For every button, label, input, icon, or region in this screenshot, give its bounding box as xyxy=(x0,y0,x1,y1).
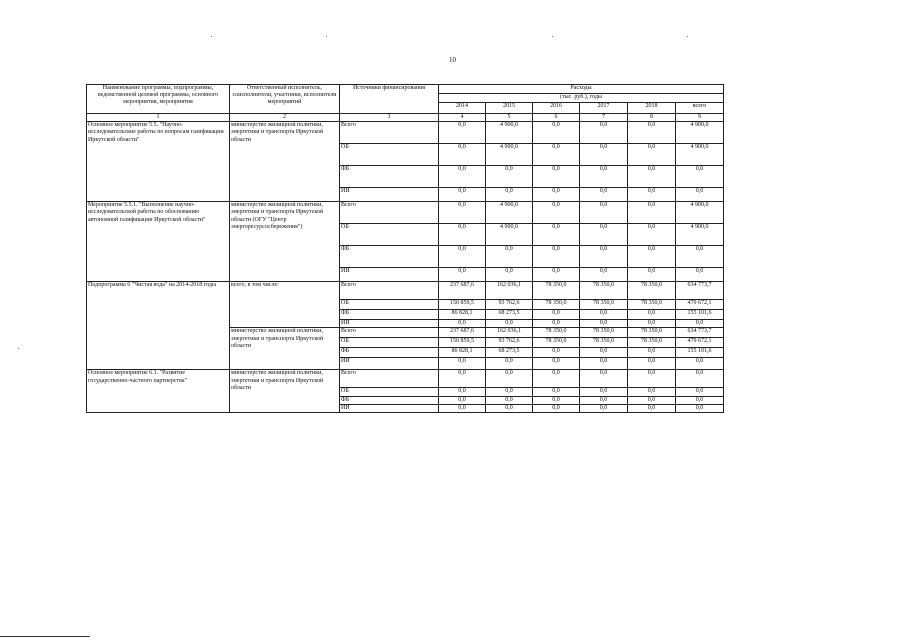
amount-cell: 4 900,0 xyxy=(676,144,724,166)
amount-cell: 78 350,0 xyxy=(628,328,676,338)
table-row xyxy=(87,282,724,300)
amount-cell: 4 900,0 xyxy=(676,202,724,224)
amount-cell: 0,0 xyxy=(676,246,724,268)
executor-cell: министерство жилищной политики, энергетики и транспорта Иркутской области (ОГУ "Центр энергоресурсосбережения") xyxy=(230,202,340,282)
amount-cell: 4 900,0 xyxy=(676,122,724,144)
amount-cell: 0,0 xyxy=(533,358,580,370)
funding-source-cell: ИИ xyxy=(340,188,439,202)
amount-cell: 0,0 xyxy=(533,144,580,166)
page-number: 10 xyxy=(449,56,456,64)
amount-cell: 479 672,1 xyxy=(676,300,724,310)
amount-cell: 155 101,6 xyxy=(676,310,724,320)
amount-cell: 0,0 xyxy=(533,310,580,320)
amount-cell: 0,0 xyxy=(486,166,533,188)
funding-source-cell: ФБ xyxy=(340,396,439,404)
header-year: всего xyxy=(676,103,724,114)
amount-cell: 0,0 xyxy=(580,144,628,166)
amount-cell: 0,0 xyxy=(439,320,486,328)
amount-cell: 0,0 xyxy=(439,358,486,370)
funding-source-cell: ИИ xyxy=(340,320,439,328)
amount-cell: 0,0 xyxy=(580,404,628,412)
amount-cell: 0,0 xyxy=(628,388,676,396)
amount-cell: 0,0 xyxy=(439,404,486,412)
scan-speck xyxy=(211,36,212,37)
amount-cell: 4 900,0 xyxy=(486,224,533,246)
amount-cell: 4 900,0 xyxy=(486,122,533,144)
amount-cell: 0,0 xyxy=(580,358,628,370)
amount-cell: 162 036,1 xyxy=(486,282,533,300)
budget-table xyxy=(86,84,724,413)
amount-cell: 86 828,1 xyxy=(439,310,486,320)
header-year: 2014 xyxy=(439,103,486,114)
amount-cell: 0,0 xyxy=(533,122,580,144)
header-column-index: 1 xyxy=(87,114,230,122)
amount-cell: 0,0 xyxy=(439,166,486,188)
amount-cell: 237 687,6 xyxy=(439,282,486,300)
amount-cell: 0,0 xyxy=(676,166,724,188)
program-name-cell: Мероприятие 5.5.1. "Выполнение научно-исследовательской работы по обоснованию автономной газификации Иркутской области" xyxy=(87,202,230,282)
amount-cell: 150 859,5 xyxy=(439,300,486,310)
header-year: 2016 xyxy=(533,103,580,114)
amount-cell: 0,0 xyxy=(580,388,628,396)
amount-cell: 78 350,0 xyxy=(580,300,628,310)
scan-speck xyxy=(18,348,19,349)
header-program-name: Наименование программы, подпрограммы, ведомственной целевой программы, основного мероприятия, мероприятия xyxy=(87,85,230,114)
amount-cell: 0,0 xyxy=(533,396,580,404)
funding-source-cell: ФБ xyxy=(340,310,439,320)
amount-cell: 634 773,7 xyxy=(676,328,724,338)
table-row xyxy=(87,122,724,144)
amount-cell: 0,0 xyxy=(676,358,724,370)
scan-speck xyxy=(687,36,688,37)
amount-cell: 0,0 xyxy=(580,370,628,388)
amount-cell: 0,0 xyxy=(628,370,676,388)
amount-cell: 4 900,0 xyxy=(486,144,533,166)
table-row xyxy=(87,202,724,224)
header-units: (тыс. руб.), годы xyxy=(439,94,724,103)
amount-cell: 0,0 xyxy=(486,320,533,328)
amount-cell: 0,0 xyxy=(676,320,724,328)
amount-cell: 0,0 xyxy=(439,268,486,282)
amount-cell: 0,0 xyxy=(628,188,676,202)
header-year: 2018 xyxy=(628,103,676,114)
amount-cell: 0,0 xyxy=(533,166,580,188)
amount-cell: 0,0 xyxy=(533,370,580,388)
amount-cell: 0,0 xyxy=(628,144,676,166)
scan-speck xyxy=(552,36,553,37)
header-column-index: 4 xyxy=(439,114,486,122)
amount-cell: 0,0 xyxy=(533,320,580,328)
header-year: 2015 xyxy=(486,103,533,114)
amount-cell: 0,0 xyxy=(676,404,724,412)
amount-cell: 78 350,0 xyxy=(628,300,676,310)
program-name-cell: Подпрограмма 6 "Чистая вода" на 2014-2018 годы xyxy=(87,282,230,370)
amount-cell: 0,0 xyxy=(533,188,580,202)
funding-source-cell: Всего xyxy=(340,328,439,338)
header-column-index: 2 xyxy=(230,114,340,122)
amount-cell: 78 350,0 xyxy=(628,338,676,348)
amount-cell: 0,0 xyxy=(533,268,580,282)
amount-cell: 0,0 xyxy=(580,122,628,144)
header-column-index: 6 xyxy=(533,114,580,122)
funding-source-cell: Всего xyxy=(340,282,439,300)
amount-cell: 0,0 xyxy=(533,404,580,412)
header-column-index: 5 xyxy=(486,114,533,122)
header-year: 2017 xyxy=(580,103,628,114)
program-name-cell: Основное мероприятие 6.1. "Развитие государственно-частного партнерства" xyxy=(87,370,230,413)
amount-cell: 0,0 xyxy=(628,224,676,246)
table-row xyxy=(87,370,724,388)
amount-cell: 93 762,6 xyxy=(486,300,533,310)
amount-cell: 0,0 xyxy=(580,396,628,404)
funding-source-cell: ИИ xyxy=(340,404,439,412)
amount-cell: 78 350,0 xyxy=(533,328,580,338)
amount-cell: 0,0 xyxy=(580,348,628,358)
amount-cell: 0,0 xyxy=(628,404,676,412)
amount-cell: 0,0 xyxy=(486,404,533,412)
amount-cell: 78 350,0 xyxy=(533,282,580,300)
funding-source-cell: ИИ xyxy=(340,358,439,370)
header-column-index: 8 xyxy=(628,114,676,122)
header-executor: Ответственный исполнитель, соисполнители, участники, исполнители мероприятий xyxy=(230,85,340,114)
funding-source-cell: ФБ xyxy=(340,246,439,268)
amount-cell: 78 350,0 xyxy=(580,282,628,300)
amount-cell: 162 036,1 xyxy=(486,328,533,338)
program-name-cell: Основное мероприятие 5.5. "Научно-исследовательские работы по вопросам газификации Иркутской области" xyxy=(87,122,230,202)
header-funding-source: Источники финансирования xyxy=(340,85,439,114)
amount-cell: 0,0 xyxy=(533,388,580,396)
amount-cell: 78 350,0 xyxy=(533,338,580,348)
amount-cell: 68 273,5 xyxy=(486,348,533,358)
amount-cell: 0,0 xyxy=(628,246,676,268)
amount-cell: 0,0 xyxy=(628,166,676,188)
amount-cell: 479 672,1 xyxy=(676,338,724,348)
amount-cell: 0,0 xyxy=(628,202,676,224)
amount-cell: 0,0 xyxy=(439,144,486,166)
amount-cell: 237 687,6 xyxy=(439,328,486,338)
executor-cell: министерство жилищной политики, энергетики и транспорта Иркутской области xyxy=(230,122,340,202)
amount-cell: 0,0 xyxy=(486,246,533,268)
amount-cell: 78 350,0 xyxy=(533,300,580,310)
amount-cell: 0,0 xyxy=(486,370,533,388)
amount-cell: 0,0 xyxy=(486,358,533,370)
amount-cell: 0,0 xyxy=(580,166,628,188)
amount-cell: 0,0 xyxy=(676,188,724,202)
funding-source-cell: ИИ xyxy=(340,268,439,282)
funding-source-cell: ОБ xyxy=(340,144,439,166)
amount-cell: 4 900,0 xyxy=(676,224,724,246)
amount-cell: 0,0 xyxy=(628,348,676,358)
funding-source-cell: ФБ xyxy=(340,166,439,188)
amount-cell: 0,0 xyxy=(628,122,676,144)
amount-cell: 0,0 xyxy=(580,310,628,320)
amount-cell: 0,0 xyxy=(580,320,628,328)
executor-cell: министерство жилищной политики, энергетики и транспорта Иркутской области xyxy=(230,328,340,370)
funding-source-cell: ФБ xyxy=(340,348,439,358)
amount-cell: 0,0 xyxy=(486,396,533,404)
amount-cell: 0,0 xyxy=(439,396,486,404)
amount-cell: 0,0 xyxy=(580,202,628,224)
amount-cell: 150 859,5 xyxy=(439,338,486,348)
amount-cell: 86 828,1 xyxy=(439,348,486,358)
amount-cell: 0,0 xyxy=(486,268,533,282)
amount-cell: 0,0 xyxy=(486,188,533,202)
amount-cell: 0,0 xyxy=(439,122,486,144)
funding-source-cell: Всего xyxy=(340,202,439,224)
scan-speck xyxy=(326,36,327,37)
amount-cell: 68 273,5 xyxy=(486,310,533,320)
amount-cell: 0,0 xyxy=(580,268,628,282)
header-column-index: 9 xyxy=(676,114,724,122)
executor-cell: министерство жилищной политики, энергетики и транспорта Иркутской области xyxy=(230,370,340,413)
amount-cell: 0,0 xyxy=(580,188,628,202)
amount-cell: 78 350,0 xyxy=(580,328,628,338)
amount-cell: 93 762,6 xyxy=(486,338,533,348)
amount-cell: 0,0 xyxy=(439,246,486,268)
amount-cell: 0,0 xyxy=(533,246,580,268)
header-column-index: 3 xyxy=(340,114,439,122)
amount-cell: 0,0 xyxy=(676,388,724,396)
amount-cell: 0,0 xyxy=(676,268,724,282)
funding-source-cell: ОБ xyxy=(340,300,439,310)
amount-cell: 78 350,0 xyxy=(628,282,676,300)
executor-cell: всего, в том числе: xyxy=(230,282,340,328)
amount-cell: 4 900,0 xyxy=(486,202,533,224)
header-column-index: 7 xyxy=(580,114,628,122)
amount-cell: 0,0 xyxy=(628,396,676,404)
amount-cell: 0,0 xyxy=(628,310,676,320)
amount-cell: 0,0 xyxy=(628,358,676,370)
funding-source-cell: Всего xyxy=(340,122,439,144)
amount-cell: 0,0 xyxy=(439,370,486,388)
amount-cell: 0,0 xyxy=(676,370,724,388)
amount-cell: 0,0 xyxy=(439,188,486,202)
amount-cell: 634 773,7 xyxy=(676,282,724,300)
amount-cell: 0,0 xyxy=(533,348,580,358)
amount-cell: 0,0 xyxy=(533,202,580,224)
amount-cell: 78 350,0 xyxy=(580,338,628,348)
header-expenses: Расходы xyxy=(439,85,724,94)
amount-cell: 0,0 xyxy=(439,224,486,246)
amount-cell: 0,0 xyxy=(580,246,628,268)
funding-source-cell: ОБ xyxy=(340,338,439,348)
amount-cell: 0,0 xyxy=(580,224,628,246)
amount-cell: 0,0 xyxy=(628,268,676,282)
funding-source-cell: ОБ xyxy=(340,388,439,396)
amount-cell: 0,0 xyxy=(676,396,724,404)
amount-cell: 155 101,6 xyxy=(676,348,724,358)
scan-edge-line xyxy=(0,636,90,637)
funding-source-cell: ОБ xyxy=(340,224,439,246)
amount-cell: 0,0 xyxy=(533,224,580,246)
amount-cell: 0,0 xyxy=(439,202,486,224)
amount-cell: 0,0 xyxy=(486,388,533,396)
amount-cell: 0,0 xyxy=(628,320,676,328)
funding-source-cell: Всего xyxy=(340,370,439,388)
amount-cell: 0,0 xyxy=(439,388,486,396)
